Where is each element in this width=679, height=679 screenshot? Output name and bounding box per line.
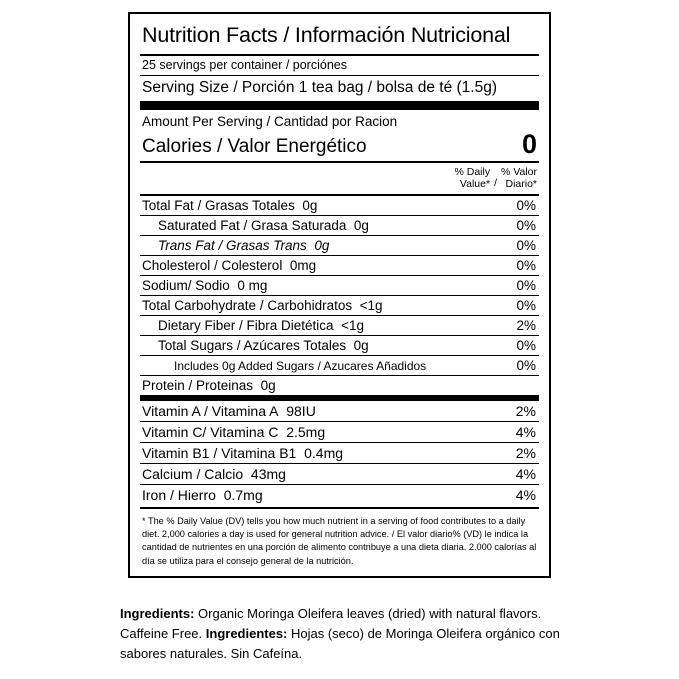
nutrient-label (140, 275, 482, 295)
nutrient-amount: 0mg (289, 257, 317, 273)
nutrient-name: Total Sugars / Azúcares Totales (158, 337, 347, 353)
ingredients-label-es: Ingredientes: (205, 626, 288, 642)
vitamin-label (140, 421, 482, 442)
vitamin-amount: 98IU (286, 402, 316, 419)
table-row (140, 315, 539, 335)
nutrient-pct: 0% (482, 235, 539, 255)
table-row (140, 235, 539, 255)
vitamin-name: Vitamin C/ Vitamina C (142, 423, 279, 440)
calories-row (140, 128, 539, 161)
calories-value: 0 (521, 128, 537, 159)
nutrient-name: Trans Fat / Grasas Trans (158, 237, 307, 253)
vitamin-pct: 4% (482, 484, 539, 505)
daily-value-header-slash: / (494, 176, 497, 189)
vitamin-pct: 4% (482, 463, 539, 484)
vitamin-amount: 0.4mg (304, 444, 344, 461)
nutrient-pct: 0% (482, 215, 539, 235)
nutrient-label (140, 315, 482, 335)
nutrient-name: Sodium/ Sodio (142, 277, 230, 293)
nutrient-label (140, 335, 482, 355)
ingredients-text-en: Organic Moringa Oleifera leaves (dried) with natural flavors. Caffeine Free. (120, 606, 542, 642)
nutrient-name: Protein / Proteinas (142, 377, 254, 393)
vitamin-name: Iron / Hierro (142, 486, 216, 503)
nutrient-pct: 0% (482, 255, 539, 275)
vitamin-pct: 2% (482, 398, 539, 422)
calories-label: Calories / Valor Energético (142, 135, 367, 157)
daily-value-header (140, 163, 539, 194)
nutrient-label (140, 215, 482, 235)
nutrition-facts-title: Nutrition Facts / Información Nutricional (142, 23, 511, 47)
nutrition-facts-panel (128, 12, 551, 578)
nutrient-amount: 0g (302, 197, 318, 213)
nutrient-amount: 0g (353, 337, 369, 353)
nutrient-pct: 2% (482, 315, 539, 335)
daily-value-header-es (501, 166, 537, 190)
nutrient-amount: 0g (260, 377, 276, 393)
ingredients-label-en: Ingredients: (120, 606, 195, 621)
table-row (140, 195, 539, 216)
nutrient-amount: 0g (314, 237, 330, 253)
amount-per-serving: Amount Per Serving / Cantidad por Racion (142, 113, 398, 129)
nutrient-amount: 0g (353, 217, 369, 233)
ingredients-text-es: Hojas (seco) de Moringa Oleifera orgánico con sabores naturales. Sin Cafeína. (120, 626, 560, 662)
vitamin-name: Vitamin A / Vitamina A (142, 402, 279, 419)
table-row (140, 398, 539, 422)
vitamin-amount: 2.5mg (286, 423, 326, 440)
daily-value-footnote: * The % Daily Value (DV) tells you how much nutrient in a serving of food contributes to a daily diet. 2,000 calories a day is used for general nutrition advice. / El valor diario% (VD) le indica la cantidad de nutrientes en una porción de alimento contribuye a una dieta diaria. 2.000 calorías al día se utiliza para el consejo general de la nutrición. (140, 507, 539, 570)
vitamin-name: Calcium / Calcio (142, 465, 244, 482)
nutrient-amount: 0 mg (237, 277, 268, 293)
nutrient-label (140, 195, 482, 216)
servings-per-container: 25 servings per container / porciónes (142, 57, 347, 72)
vitamin-name: Vitamin B1 / Vitamina B1 (142, 444, 297, 461)
serving-size: Serving Size / Porción 1 tea bag / bolsa de té (1.5g) (142, 78, 497, 96)
vitamin-label (140, 463, 482, 484)
vitamin-pct: 2% (482, 442, 539, 463)
nutrient-label (140, 375, 482, 398)
vitamin-label (140, 484, 482, 505)
nutrient-name: Total Fat / Grasas Totales (142, 197, 295, 213)
table-row (140, 355, 539, 375)
nutrient-table (140, 194, 539, 505)
daily-value-header-en-line1: % Daily (454, 165, 491, 178)
daily-value-header-es-line2: Diario* (505, 177, 537, 190)
table-row (140, 484, 539, 505)
vitamin-pct: 4% (482, 421, 539, 442)
table-row (140, 295, 539, 315)
table-row (140, 421, 539, 442)
daily-value-header-es-line1: % Valor (501, 165, 537, 178)
nutrient-name: Total Carbohydrate / Carbohidratos (142, 297, 353, 313)
table-row (140, 275, 539, 295)
nutrient-label (140, 255, 482, 275)
table-row (140, 255, 539, 275)
nutrient-pct: 0% (482, 355, 539, 375)
vitamin-amount: 43mg (250, 465, 286, 482)
divider-serving-size (140, 101, 539, 110)
nutrient-amount: <1g (359, 297, 383, 313)
vitamin-amount: 0.7mg (223, 486, 263, 503)
nutrient-label (140, 355, 482, 375)
vitamin-label (140, 442, 482, 463)
nutrient-label (140, 295, 482, 315)
nutrient-pct: 0% (482, 195, 539, 216)
nutrient-amount: <1g (341, 317, 364, 333)
table-row (140, 442, 539, 463)
nutrient-pct: 0% (482, 275, 539, 295)
daily-value-header-en (454, 166, 490, 190)
table-row (140, 375, 539, 398)
ingredients-section (120, 604, 570, 664)
nutrient-pct: 0% (482, 335, 539, 355)
table-row (140, 215, 539, 235)
table-row (140, 463, 539, 484)
table-row (140, 335, 539, 355)
nutrient-name: Dietary Fiber / Fibra Dietética (158, 317, 334, 333)
vitamin-label (140, 398, 482, 422)
nutrient-name: Saturated Fat / Grasa Saturada (158, 217, 347, 233)
nutrient-name: Cholesterol / Colesterol (142, 257, 283, 273)
nutrient-pct: 0% (482, 295, 539, 315)
nutrient-label (140, 235, 482, 255)
nutrient-pct (482, 375, 539, 398)
nutrient-name: Includes 0g Added Sugars / Azucares Añadidos (174, 358, 427, 373)
daily-value-header-en-line2: Value* (459, 177, 491, 190)
